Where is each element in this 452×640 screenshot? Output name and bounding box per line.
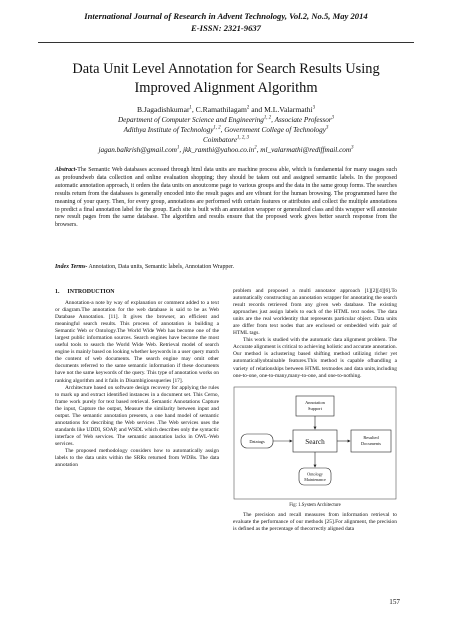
paper-title [36, 60, 416, 98]
journal-citation: International Journal of Research in Advent Technology, Vol.2, No.5, May 2014 [84, 11, 368, 21]
department-name: Department of Computer Science and Engineering [117, 116, 264, 124]
abstract-label: Abstract- [55, 167, 78, 173]
author-name: M.L.Valarmathi [264, 105, 313, 114]
position-title: Associate Professor [274, 116, 332, 124]
city-name: Coimbatore [202, 136, 238, 144]
search-box [293, 430, 337, 452]
institution-name: Adithya Institute of Technology [123, 126, 214, 134]
section-number: 1. [55, 289, 60, 295]
body-paragraph: The proposed methodology considers how to automatically assign labels to the data units within the SRRs returned from WDBs. The data annotation [55, 447, 219, 469]
page-number: 157 [389, 598, 400, 606]
author-email: jkk_ramthi@yahoo.co.in [182, 146, 255, 154]
author-affiliation-mark: 1 [189, 105, 192, 111]
header-rule [38, 42, 414, 43]
index-terms [55, 263, 397, 271]
author-block [30, 105, 422, 155]
system-architecture-figure [233, 386, 397, 500]
affiliation-mark: 3 [351, 145, 354, 151]
left-column [55, 288, 219, 469]
author-affiliation-mark: 3 [312, 105, 316, 111]
author-names: B.Jagadishkumar$^1$, C.Ramathilagam$^2$ and M.L.Valarmathi$^3$ [136, 105, 316, 114]
body-paragraph: This work is studied with the automatic data alignment problem. The Accurate alignment is critical to achieving holistic and accurate annotation. Our method is aclustering based shifting method utilizing richer yet automaticallyobtainable features.This method is capable ofhandling a variety of relationships between HTML textnodes and data units,including one-to-one, one-to-many,many-to-one, and one-to-nothing. [233, 337, 397, 379]
annotation-support-box [296, 396, 334, 416]
box-label: Ontology [307, 471, 323, 477]
author-city [30, 135, 422, 145]
affiliation-mark: 1, 2 [263, 115, 272, 121]
abstract [55, 167, 397, 230]
body-paragraph: Annotation-a note by way of explanation or comment added to a text or diagram.The annotation for the web database is said to be as Web Database Annotation. [11]. It gives the browser, an efficient and meaningful search results. This process of annotation is building a Semantic Web or Ontology.The World Wide Web has become one of the largest public information sources. Search engines have become the most useful tools to search the World Wide Web. Retrieval model of search engine is mainly based on looking whether keywords in a user query match the content of web documents. The search engine may omit other documents referred to the same semantic information if these documents have not the same keywords of the query. This type of annotation works on ranking algorithm and it fails in Disambigiousqueries [17]. [55, 300, 219, 384]
affiliation-mark: 3 [331, 115, 335, 121]
affiliation-mark: 3 [325, 125, 329, 131]
box-label: Documents [361, 440, 381, 446]
journal-issn: E-ISSN: 2321-9637 [191, 23, 261, 33]
author-name: C.Ramathilagam [195, 105, 247, 114]
title-line-2: Improved Alignment Algorithm [134, 80, 318, 96]
journal-header [30, 10, 422, 34]
box-label: Datatags [249, 438, 265, 444]
author-department: Department of Computer Science and Engineering$^{1, 2}$, Associate Professor$^3$ [117, 115, 335, 124]
resulted-documents-box [351, 430, 391, 452]
box-label: Annotation [305, 399, 325, 405]
box-label: Maintenance [304, 476, 326, 482]
affiliation-mark: 1, 2 [213, 125, 221, 131]
datatags-box [241, 434, 273, 448]
institution-name: Government College of Technology [224, 126, 326, 134]
body-paragraph: problem and proposed a multi annotator approach [1][2][4][6].To automatically constructing an annotation wrapper for annotating the search result records retrieved from any given web database. The existing approaches just assign labels to each of the HTML text nodes. The data units are the real worldentity that represents particular object. Data units are differ from text nodes that are enclosed or embedded with pair of HTML tags. [233, 288, 397, 337]
ontology-maintenance-box [299, 468, 331, 485]
affiliation-mark: 1, 2, 3 [237, 135, 250, 141]
author-name: B.Jagadishkumar [136, 105, 190, 114]
figure-caption: Fig: 1.System Architecture [289, 502, 341, 508]
box-label: Search [305, 437, 325, 446]
body-paragraph: The precision and recall measures from information retrieval to evaluate the performance of our methods [25].For alignment, the precision is defined as the percentage of thecorrectly aligned data [233, 511, 397, 532]
author-affiliation-mark: 2 [246, 105, 250, 111]
box-label: Resulted [363, 434, 379, 440]
box-label: Support [308, 405, 322, 411]
index-terms-label: Index Terms- [55, 264, 88, 270]
section-heading [55, 288, 219, 296]
author-conjunction: and [251, 105, 263, 114]
index-terms-text: Annotation, Data units, Semantic labels, Annotation Wrapper. [88, 264, 235, 270]
right-column [233, 288, 397, 533]
section-title: INTRODUCTION [67, 289, 115, 295]
architecture-diagram [233, 386, 397, 500]
author-email: ml_valarmathi@rediffmail.com [260, 146, 352, 154]
affiliation-mark: 2 [254, 145, 257, 151]
author-emails: jagan.balkrish@gmail.com$^1$, $jkk\_ramthi@yahoo.co.in^2$, ml_valarmathi@rediffmail.com$^3$ [98, 145, 354, 154]
affiliation-mark: 1 [176, 145, 180, 151]
author-institutions: Adithya Institute of Technology$^{1, 2}$, Government College of Technology$^3$ [123, 125, 329, 134]
abstract-text: The Semantic Web databases accessed through html data units are machine process able, which is fundamental for many usages such as profoundweb data collection and online evaluation shopping; they should be taken out and assigned semantic labels. In the proposed automatic annotation approach, it orders the data units on anoutcome page to various groups and the data in the same group forms. The searches results return from the databases is generally encoded into the result pages and are vibrant for the human browsing. The programmed have the meaning of your query. Then, for every group, annotations are performed with certain features or attributes and collect the multiple annotations to predict a final annotation label for the group. Each site is built with an annotation wrapper or generalized class and this wrapper will annotate new result pages from the same database. The algorithm and results ensure that the proposed work gives better search response from the browsers. [55, 167, 397, 229]
author-email: jagan.balkrish@gmail.com [98, 146, 177, 154]
body-paragraph: Architecture based on software design recovery for applying the rules to mark up and extract identified instances in a document set. This Cerno, frame work purely for text based retrieval. Semantic Annotations Capture the input, Capture the output, Measure the similarity between input and output. The semantic annotation presents, a one hand model of semantic annotations for describing the Web services .The Web services uses the standards like UDDI, SOAP, and WSDL which describes only the syntactic interface of Web services. The semantic annotation lacks in OWL-Web services. [55, 384, 220, 447]
title-line-1: Data Unit Level Annotation for Search Results Using [72, 61, 380, 77]
